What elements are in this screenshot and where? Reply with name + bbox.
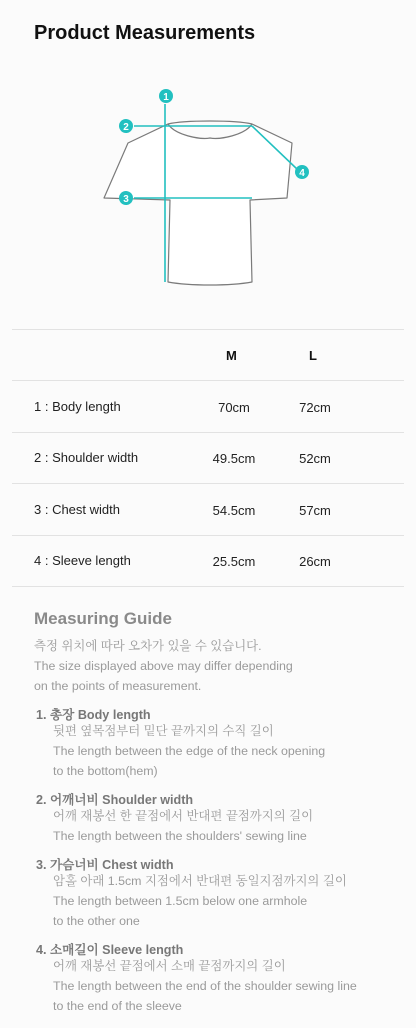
divider-row-1 [12,432,404,433]
divider-top [12,329,404,330]
cell-body-length-m: 70cm [218,400,250,415]
guide-item-chest-width-heading: 3. 가슴너비 Chest width [36,858,174,872]
guide-item-shoulder-width-heading: 2. 어깨너비 Shoulder width [36,793,194,807]
cell-shoulder-width-l: 52cm [299,451,331,466]
cell-sleeve-length-l: 26cm [299,554,331,569]
guide-item-sleeve-length-en-1: The length between the end of the shoulder sewing line [53,979,357,993]
divider-row-3 [12,535,404,536]
row-label-body-length: 1 : Body length [34,399,121,414]
tshirt-measurement-diagram [0,80,416,290]
row-label-chest-width: 3 : Chest width [34,502,120,517]
cell-chest-width-l: 57cm [299,503,331,518]
marker-2 [119,119,133,133]
guide-intro-ko: 측정 위치에 따라 오차가 있을 수 있습니다. [34,639,262,653]
row-label-sleeve-length: 4 : Sleeve length [34,553,131,568]
guide-item-sleeve-length-ko: 어깨 재봉선 끝점에서 소매 끝점까지의 길이 [53,959,286,973]
marker-3-label: 3 [123,194,129,205]
divider-row-2 [12,483,404,484]
measuring-guide-title: Measuring Guide [34,609,172,628]
cell-shoulder-width-m: 49.5cm [212,451,256,466]
guide-item-body-length-en-1: The length between the edge of the neck opening [53,744,326,758]
guide-item-shoulder-width-ko: 어깨 재봉선 한 끝점에서 반대편 끝점까지의 길이 [53,809,314,823]
guide-item-shoulder-width-en-1: The length between the shoulders' sewing line [53,829,307,843]
guide-item-sleeve-length-en-2: to the end of the sleeve [53,999,182,1013]
guide-item-body-length-en-2: to the bottom(hem) [53,764,158,778]
marker-2-label: 2 [123,122,129,133]
guide-item-body-length-heading: 1. 총장 Body length [36,708,151,722]
guide-item-chest-width-en-2: to the other one [53,914,140,928]
divider-header [12,380,404,381]
guide-item-body-length-ko: 뒷편 옆목점부터 밑단 끝까지의 수직 길이 [53,724,274,738]
row-label-shoulder-width: 2 : Shoulder width [34,450,139,465]
column-header-m: M [226,348,237,363]
marker-3 [119,191,133,205]
guide-item-chest-width-en-1: The length between 1.5cm below one armhole [53,894,308,908]
page-title: Product Measurements [34,22,256,44]
cell-sleeve-length-m: 25.5cm [212,554,256,569]
guide-intro-en-1: The size displayed above may differ depending [34,659,293,673]
marker-4 [295,165,309,179]
tshirt-neck-back [168,121,252,124]
cell-body-length-l: 72cm [299,400,331,415]
marker-1 [159,89,173,103]
marker-4-label: 4 [299,168,305,179]
tshirt-outline [104,124,292,285]
guide-item-chest-width-ko: 암홀 아래 1.5cm 지점에서 반대편 동일지점까지의 길이 [53,874,347,888]
guide-intro-en-2: on the points of measurement. [34,679,202,693]
column-header-l: L [309,348,317,363]
cell-chest-width-m: 54.5cm [212,503,256,518]
divider-row-4 [12,586,404,587]
marker-1-label: 1 [163,92,169,103]
guide-item-sleeve-length-heading: 4. 소매길이 Sleeve length [36,943,184,957]
